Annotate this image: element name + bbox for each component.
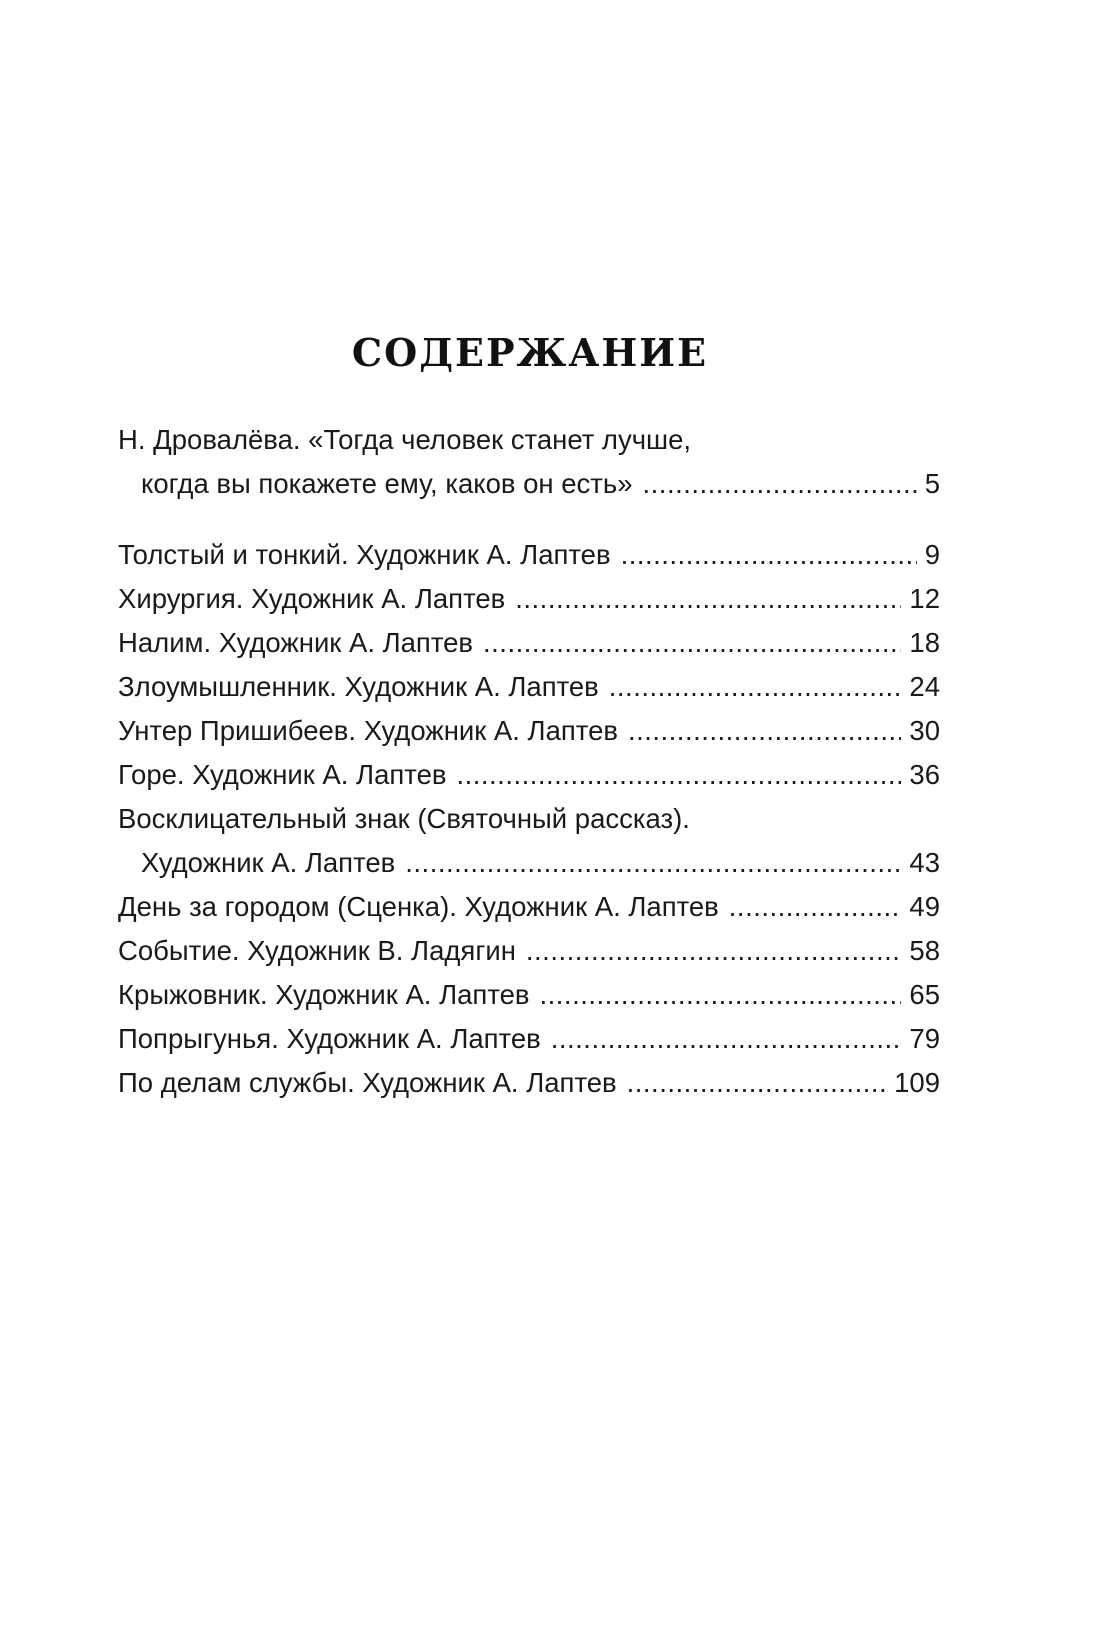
toc-page-number: 18 [909,627,940,658]
toc-entry-text: Толстый и тонкий. Художник А. Лаптев [118,539,611,570]
toc-page-number: 43 [909,847,940,878]
toc-page-number: 24 [909,671,940,702]
toc-page-number: 49 [909,891,940,922]
toc-entry-text: Событие. Художник В. Ладягин [118,935,516,966]
dot-leader [628,709,901,753]
toc-page-number: 36 [909,759,940,790]
toc-page-number: 30 [909,715,940,746]
toc-entry-text: Восклицательный знак (Святочный рассказ). [118,803,690,834]
toc-entry-text: Крыжовник. Художник А. Лаптев [118,979,530,1010]
dot-leader [540,973,902,1017]
toc-entry-line-second [118,841,940,885]
toc-entry-line-second [118,462,940,506]
toc-entry [118,1017,940,1061]
dot-leader [551,1017,902,1061]
toc-entry [118,885,940,929]
toc-entry-text: По делам службы. Художник А. Лаптев [118,1067,617,1098]
toc-entry-text: Горе. Художник А. Лаптев [118,759,447,790]
dot-leader [456,753,901,797]
toc-page-number: 58 [909,935,940,966]
toc-entry-text: Налим. Художник А. Лаптев [118,627,474,658]
toc-entry [118,621,940,665]
toc-page-number: 65 [909,979,940,1010]
toc-entry-intro [118,418,940,506]
dot-leader [643,462,917,506]
toc-entry-text: Унтер Пришибеев. Художник А. Лаптев [118,715,618,746]
toc-entry-text: Злоумышленник. Художник А. Лаптев [118,671,599,702]
toc-page-number: 109 [894,1067,940,1098]
dot-leader [405,841,901,885]
toc-entry [118,753,940,797]
toc-page-number: 79 [909,1023,940,1054]
toc-entry [118,577,940,621]
dot-leader [627,1061,886,1105]
toc-entry [118,973,940,1017]
dot-leader [729,885,902,929]
dot-leader [515,577,901,621]
toc-entry-line-first [118,797,940,841]
toc-entry-text-continued: когда вы покажете ему, каков он есть» [141,468,633,499]
table-of-contents [118,418,940,1105]
toc-entry [118,1061,940,1105]
toc-entry-two-line [118,797,940,885]
toc-entry [118,665,940,709]
dot-leader [526,929,902,973]
toc-entry-text: День за городом (Сценка). Художник А. Лаптев [118,891,719,922]
toc-entry [118,709,940,753]
toc-entry [118,533,940,577]
dot-leader [483,621,901,665]
toc-entry-text: Хирургия. Художник А. Лаптев [118,583,506,614]
toc-page-number: 12 [909,583,940,614]
toc-page-number: 5 [924,468,940,499]
dot-leader [609,665,902,709]
toc-entry-text-continued: Художник А. Лаптев [141,847,396,878]
toc-title: СОДЕРЖАНИЕ [351,330,709,375]
toc-entry-text: Н. Дровалёва. «Тогда человек станет лучше, [118,424,692,455]
dot-leader [621,533,917,577]
toc-entry-text: Попрыгунья. Художник А. Лаптев [118,1023,541,1054]
toc-page-number: 9 [924,539,940,570]
toc-entry-line-first [118,418,940,462]
toc-entry [118,929,940,973]
